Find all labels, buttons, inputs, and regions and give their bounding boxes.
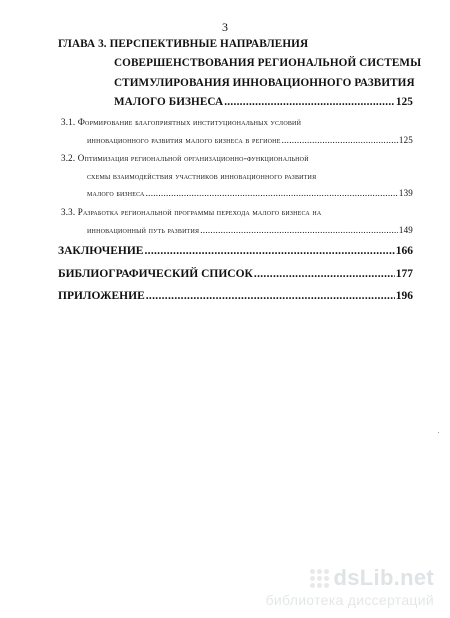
section-3-1-line-2: инновационного развития малого бизнеса в регионе xyxy=(87,135,281,145)
leader-dots xyxy=(146,188,398,198)
toc-entry-chapter3[interactable] xyxy=(114,96,413,108)
leader-dots xyxy=(224,96,395,108)
scan-speck xyxy=(438,432,439,433)
watermark-subtitle: библиотека диссертаций xyxy=(265,592,434,608)
appendix-label: ПРИЛОЖЕНИЕ xyxy=(58,290,145,302)
toc-entry-appendix[interactable] xyxy=(58,290,413,302)
leader-dots xyxy=(282,135,398,145)
section-3-2-line-2: схемы взаимодействия участников инновационного развития xyxy=(87,171,317,181)
page-ref: 166 xyxy=(395,245,413,257)
chapter-title-line-4: МАЛОГО БИЗНЕСА xyxy=(114,96,224,108)
page-ref: 196 xyxy=(395,290,413,302)
page-number: 3 xyxy=(222,20,228,34)
toc-entry-conclusion[interactable] xyxy=(58,245,413,257)
chapter-title-line-3: СТИМУЛИРОВАНИЯ ИННОВАЦИОННОГО РАЗВИТИЯ xyxy=(114,77,415,89)
leader-dots xyxy=(254,268,395,280)
section-3-1-line-1: 3.1. Формирование благоприятных институциональных условий xyxy=(61,117,302,127)
chapter-title-line-1: ГЛАВА 3. ПЕРСПЕКТИВНЫЕ НАПРАВЛЕНИЯ xyxy=(58,38,309,50)
toc-entry-3-2[interactable] xyxy=(87,188,413,198)
watermark-logo xyxy=(266,565,434,591)
section-3-2-line-3: малого бизнеса xyxy=(87,188,145,198)
bibliography-label: БИБЛИОГРАФИЧЕСКИЙ СПИСОК xyxy=(58,268,253,280)
section-3-3-line-1: 3.3. Разработка региональной программы перехода малого бизнеса на xyxy=(61,207,322,217)
conclusion-label: ЗАКЛЮЧЕНИЕ xyxy=(58,245,144,257)
toc-entry-3-1[interactable] xyxy=(87,135,413,145)
page-ref: 139 xyxy=(398,188,413,198)
page-ref: 177 xyxy=(395,268,413,280)
page-ref: 125 xyxy=(398,135,413,145)
dots-grid-icon xyxy=(310,569,329,588)
watermark-title: dsLib.net xyxy=(333,565,434,590)
leader-dots xyxy=(200,225,398,235)
toc-entry-3-3[interactable] xyxy=(87,225,413,235)
section-3-2-line-1: 3.2. Оптимизация региональной организационно-функциональной xyxy=(61,153,309,163)
leader-dots xyxy=(146,290,395,302)
watermark xyxy=(266,565,434,608)
toc-entry-bibliography[interactable] xyxy=(58,268,413,280)
page-ref: 125 xyxy=(395,96,413,108)
chapter-title-line-2: СОВЕРШЕНСТВОВАНИЯ РЕГИОНАЛЬНОЙ СИСТЕМЫ xyxy=(114,57,422,69)
page-ref: 149 xyxy=(398,225,413,235)
section-3-3-line-2: инновационный путь развития xyxy=(87,225,200,235)
leader-dots xyxy=(144,245,394,257)
